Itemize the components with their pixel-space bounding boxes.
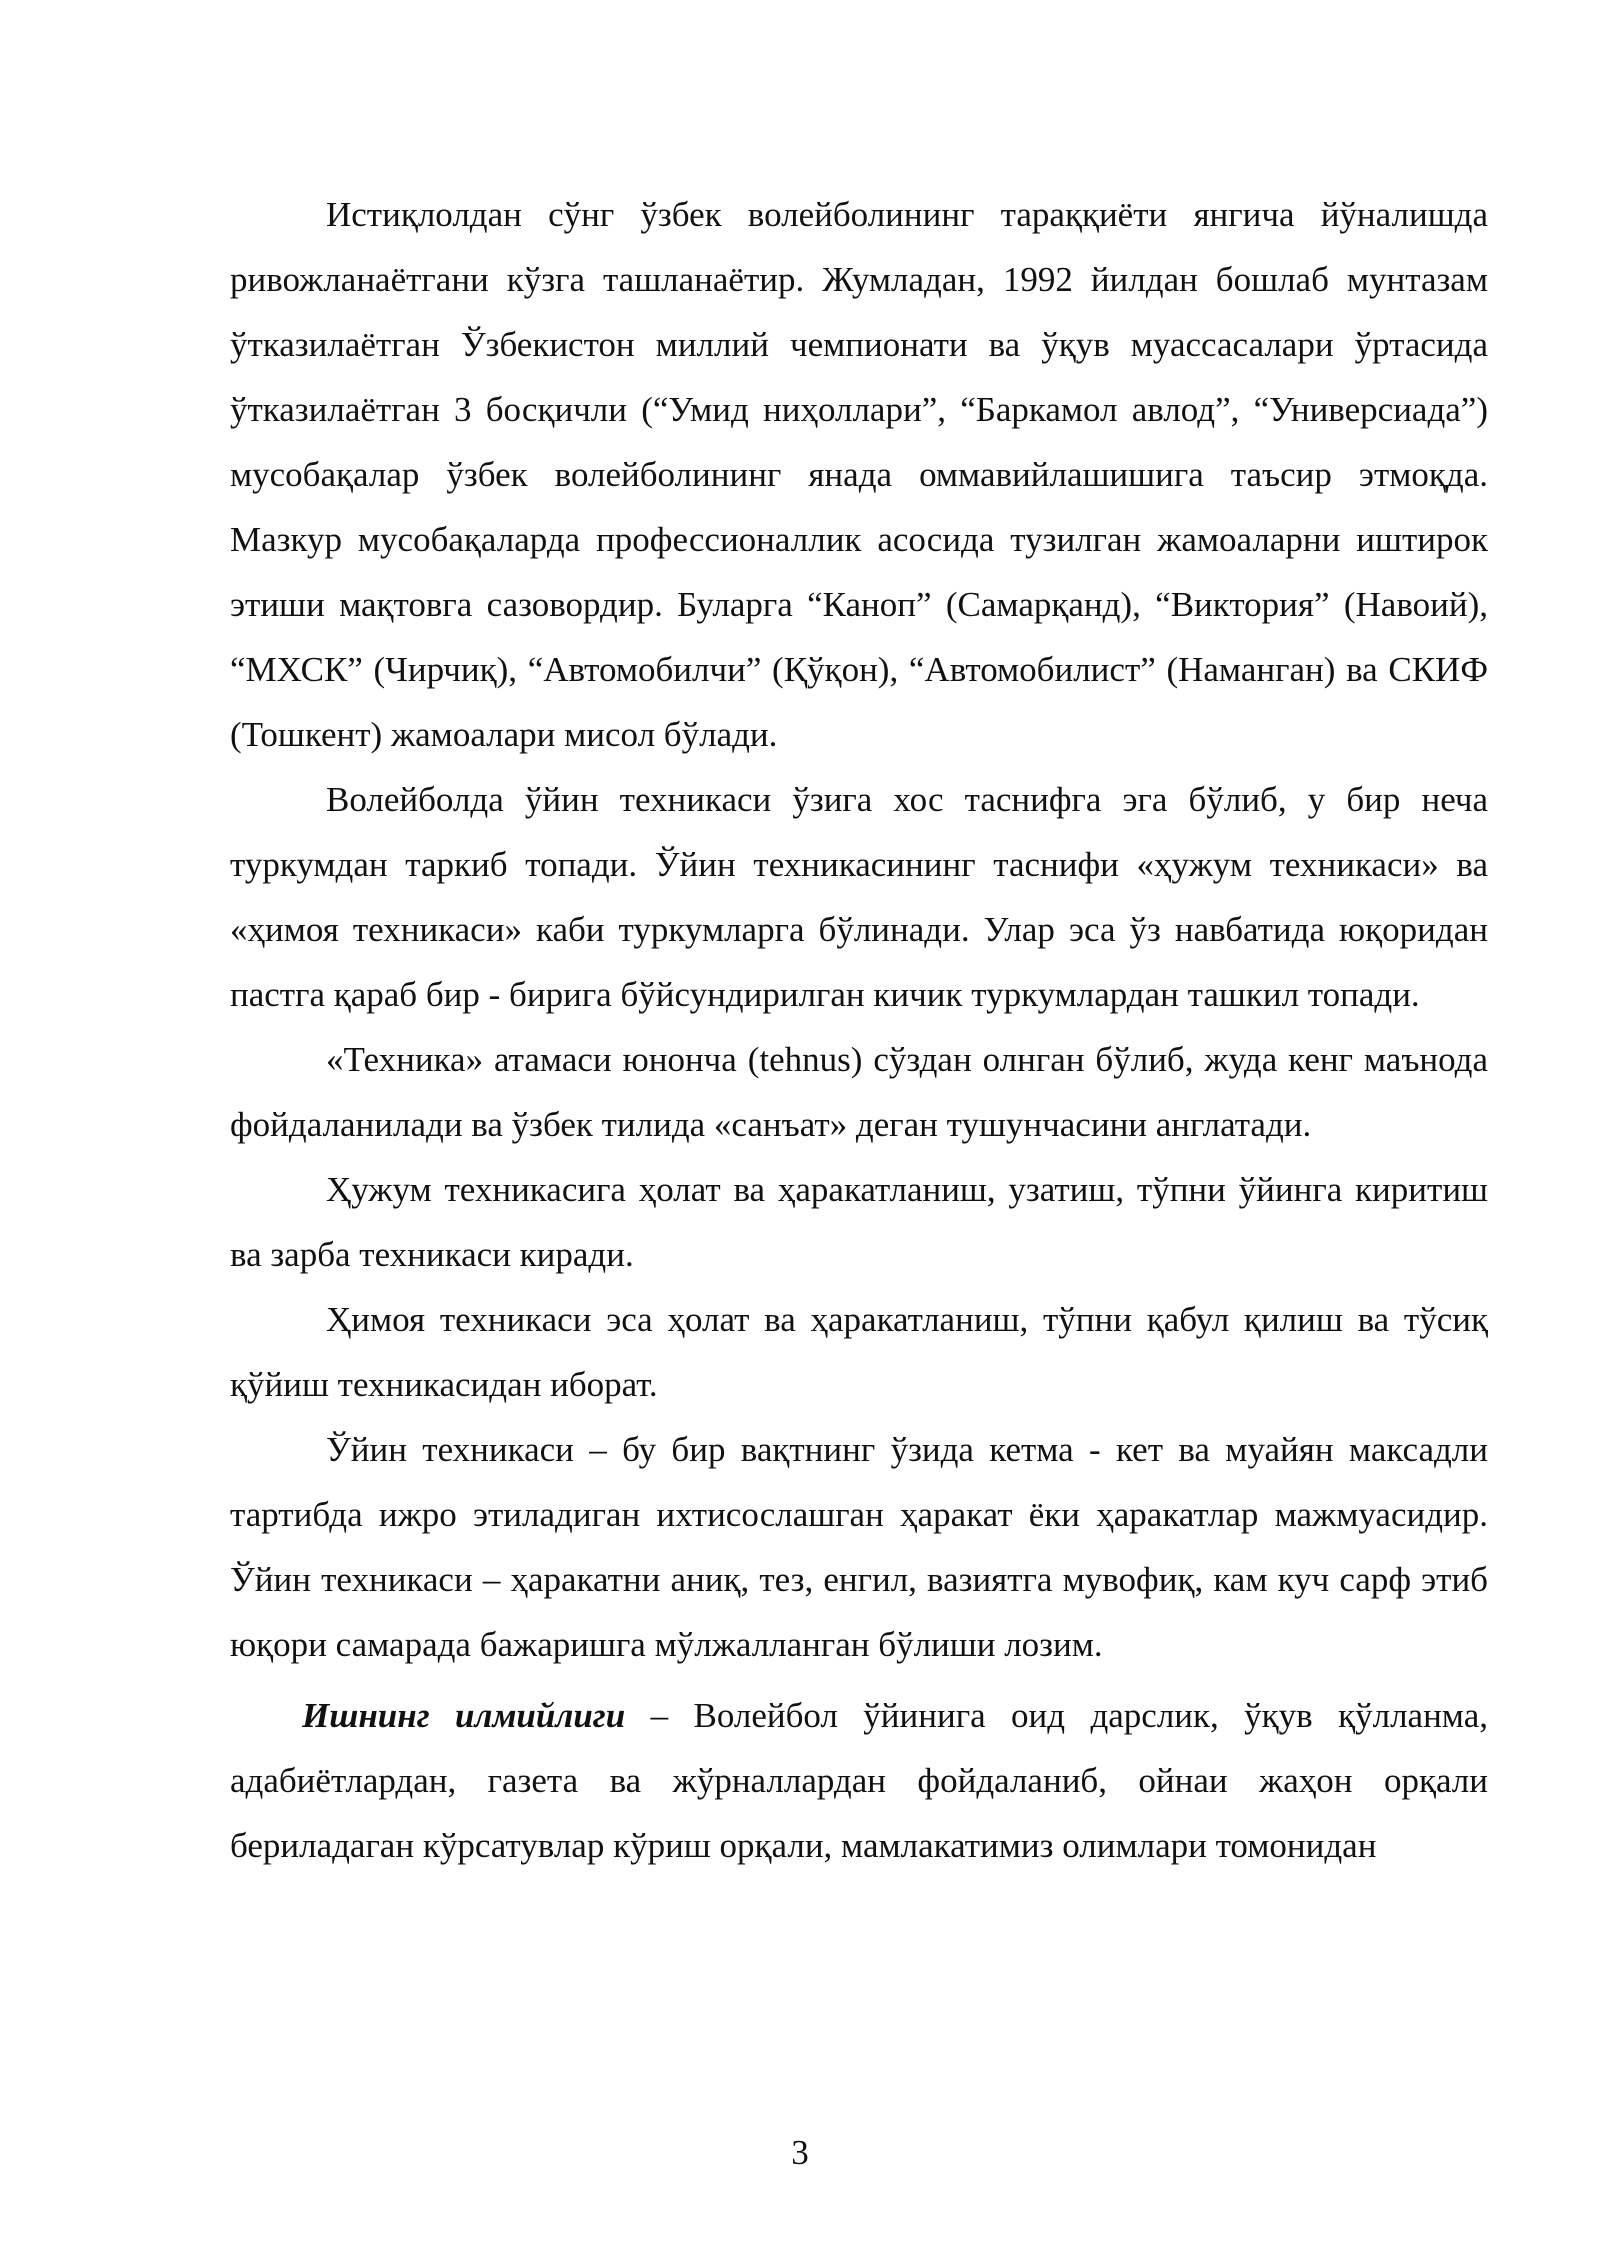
paragraph-independence-volleyball: Истиқлолдан сўнг ўзбек волейболининг тараққиёти янгича йўналишда ривожланаётгани кўзга ташланаётир. Жумладан, 1992 йилдан бошлаб мунтазам ўтказилаётган Ўзбекистон миллий чемпионати ва ўқув муассасалари ўртасида ўтказилаётган 3 босқичли (“Умид ниҳоллари”, “Баркамол авлод”, “Универсиада”) мусобақалар ўзбек волейболининг янада оммавийлашишига таъсир этмоқда. Мазкур мусобақаларда профессионаллик асосида тузилган жамоаларни иштирок этиши мақтовга сазовордир. Буларга “Каноп” (Самарқанд), “Виктория” (Навоий), “МХСК” (Чирчиқ), “Автомобилчи” (Қўқон), “Автомобилист” (Наманган) ва СКИФ (Тошкент) жамоалари мисол бўлади. xyxy=(230,195,1488,754)
paragraph-game-technique-classification: Волейболда ўйин техникаси ўзига хос таснифга эга бўлиб, у бир неча туркумдан таркиб топади. Ўйин техникасининг таснифи «ҳужум техникаси» ва «ҳимоя техникаси» каби туркумларга бўлинади. Улар эса ўз навбатида юқоридан пастга қараб бир - бирига бўйсундирилган кичик туркумлардан ташкил топади. xyxy=(230,780,1488,1014)
paragraph-game-technique-definition: Ўйин техникаси – бу бир вақтнинг ўзида кетма - кет ва муайян максадли тартибда ижро этиладиган ихтисослашган ҳаракат ёки ҳаракатлар мажмуасидир. Ўйин техникаси – ҳаракатни аниқ, тез, енгил, вазиятга мувофиқ, кам куч сарф этиб юқори самарада бажаришга мўлжалланган бўлиши лозим. xyxy=(230,1430,1488,1664)
scientific-novelty-text: – Волейбол ўйинига оид дарслик, ўқув қўлланма, адабиётлардан, газета ва жўрналлардан фойдаланиб, ойнаи жаҳон орқали бериладаган кўрсатувлар кўриш орқали, мамлакатимиз олимлари томонидан xyxy=(230,1696,1488,1865)
document-page xyxy=(230,182,1488,1878)
scientific-novelty-heading: Ишнинг илмийлиги xyxy=(302,1696,626,1735)
paragraph-defense-technique: Ҳимоя техникаси эса ҳолат ва ҳаракатланиш, тўпни қабул қилиш ва тўсиқ қўйиш техникасидан иборат. xyxy=(230,1300,1488,1404)
page-number: 3 xyxy=(791,2133,809,2172)
paragraph-attack-technique: Ҳужум техникасига ҳолат ва ҳаракатланиш, узатиш, тўпни ўйинга киритиш ва зарба техникаси киради. xyxy=(230,1170,1488,1274)
paragraph-scientific-novelty xyxy=(230,1683,1488,1878)
paragraph-technique-term: «Техника» атамаси юнонча (tehnus) сўздан олнган бўлиб, жуда кенг маънода фойдаланилади ва ўзбек тилида «санъат» деган тушунчасини англатади. xyxy=(230,1040,1488,1144)
